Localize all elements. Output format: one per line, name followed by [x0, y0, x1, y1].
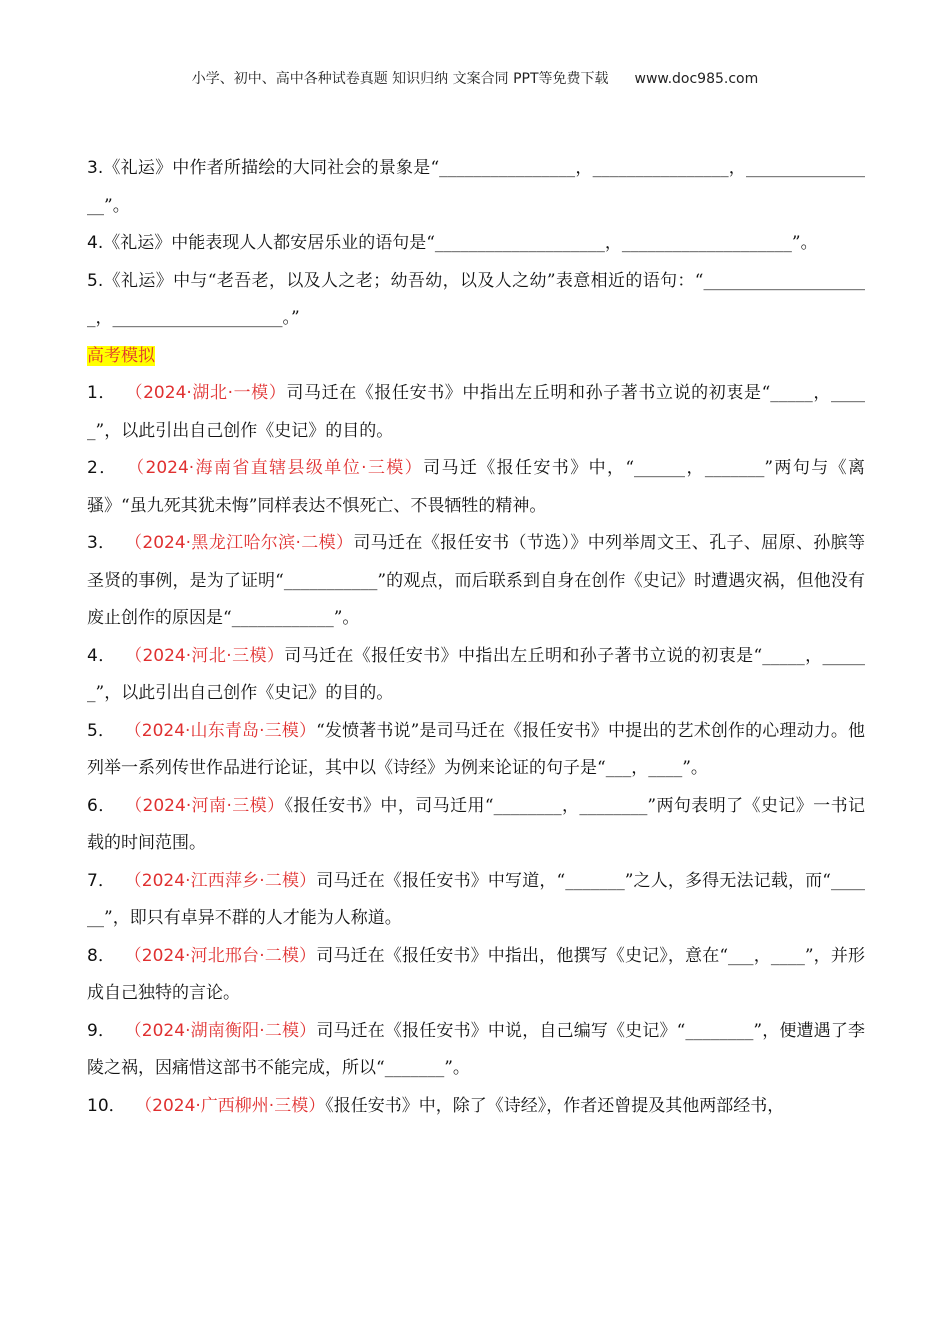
question-source: （2024·江西萍乡·二模） [133, 870, 317, 891]
question-text: 司马迁在《报任安书》中指出，他撰写《史记》，意在“___，____”，并形成自己独特的言论。 [87, 945, 865, 1003]
question-text: “发愤著书说”是司马迁在《报任安书》中提出的艺术创作的心理动力。他列举一系列传世作品进行论证，其中以《诗经》为例来论证的句子是“___，____”。 [87, 720, 865, 778]
question-source: （2024·湖北·一模） [134, 383, 287, 403]
intro-item: 5.《礼运》中与“老吾老，以及人之老；幼吾幼，以及人之幼”表意相近的语句：“____________________，____________________。” [87, 270, 865, 328]
question-item: 10． （2024·广西柳州·三模）《报任安书》中，除了《诗经》，作者还曾提及其他两部经书， [87, 1095, 785, 1116]
question-text: 《报任安书》中，除了《诗经》，作者还曾提及其他两部经书， [325, 1095, 785, 1116]
intro-item-text: 《礼运》中能表现人人都安居乐业的语句是“____________________，____________________”。 [103, 233, 818, 253]
question-text: 司马迁在《报任安书》中指出左丘明和孙子著书立说的初衷是“_____，______”，以此引出自己创作《史记》的目的。 [87, 645, 865, 703]
question-text: 《报任安书》中，司马迁用“________，________”两句表明了《史记》一书记载的时间范围。 [87, 795, 865, 853]
question-text: 司马迁在《报任安书》中说，自己编写《史记》“________”，便遭遇了李陵之祸，因痛惜这部书不能完成，所以“_______”。 [87, 1020, 865, 1078]
question-text: 司马迁在《报任安书（节选）》中列举周文王、孔子、屈原、孙膑等圣贤的事例，是为了证明“___________”的观点，而后联系到自身在创作《史记》时遭遇灾祸，但他没有废止创作的原因是“____________”。 [87, 533, 866, 628]
question-text: 司马迁在《报任安书》中指出左丘明和孙子著书立说的初衷是“_____，_____”，以此引出自己创作《史记》的目的。 [87, 383, 865, 441]
intro-item: 4.《礼运》中能表现人人都安居乐业的语句是“____________________，____________________”。 [87, 233, 818, 253]
question-source: （2024·湖南衡阳·二模） [133, 1020, 317, 1041]
question-source: （2024·广西柳州·三模） [143, 1095, 326, 1116]
question-source: （2024·黑龙江哈尔滨·二模） [133, 533, 354, 553]
question-source: （2024·河北·三模） [133, 645, 285, 666]
question-text: 司马迁《报任安书》中，“______，_______”两句与《离骚》“虽九死其犹未悔”同样表达不惧死亡、不畏牺牲的精神。 [87, 458, 865, 516]
question-item: 5． （2024·山东青岛·三模）“发愤著书说”是司马迁在《报任安书》中提出的艺术创作的心理动力。他列举一系列传世作品进行论证，其中以《诗经》为例来论证的句子是“___，____”。 [87, 720, 865, 778]
question-item: 4． （2024·河北·三模）司马迁在《报任安书》中指出左丘明和孙子著书立说的初衷是“_____，______”，以此引出自己创作《史记》的目的。 [87, 645, 865, 703]
intro-item: 3.《礼运》中作者所描绘的大同社会的景象是“________________，________________，________________”。 [87, 158, 865, 216]
question-item: 9． （2024·湖南衡阳·二模）司马迁在《报任安书》中说，自己编写《史记》“________”，便遭遇了李陵之祸，因痛惜这部书不能完成，所以“_______”。 [87, 1020, 865, 1078]
question-text: 司马迁在《报任安书》中写道，“_______”之人，多得无法记载，而“______”，即只有卓异不群的人才能为人称道。 [87, 870, 865, 928]
question-item: 6． （2024·河南·三模）《报任安书》中，司马迁用“________，________”两句表明了《史记》一书记载的时间范围。 [87, 795, 865, 853]
question-item: 3． （2024·黑龙江哈尔滨·二模）司马迁在《报任安书（节选）》中列举周文王、孔子、屈原、孙膑等圣贤的事例，是为了证明“___________”的观点，而后联系到自身在创作《史记》时遭遇灾祸，但他没有废止创作的原因是“____________”。 [87, 533, 866, 628]
header-site-link[interactable]: www.doc985.com [634, 71, 759, 87]
intro-item-text: 《礼运》中作者所描绘的大同社会的景象是“________________，________________，________________”。 [87, 158, 865, 216]
section-title: 高考模拟 [87, 345, 155, 366]
question-source: （2024·河北邢台·二模） [133, 945, 317, 966]
header-text: 小学、初中、高中各种试卷真题 知识归纳 文案合同 PPT等免费下载 [191, 71, 609, 87]
page-header [0, 68, 950, 88]
question-item: 1． （2024·湖北·一模）司马迁在《报任安书》中指出左丘明和孙子著书立说的初衷是“_____，_____”，以此引出自己创作《史记》的目的。 [87, 383, 865, 441]
intro-item-text: 《礼运》中与“老吾老，以及人之老；幼吾幼，以及人之幼”表意相近的语句：“____________________，____________________。” [87, 270, 865, 328]
question-item: 7． （2024·江西萍乡·二模）司马迁在《报任安书》中写道，“_______”之人，多得无法记载，而“______”，即只有卓异不群的人才能为人称道。 [87, 870, 865, 928]
question-item: 2． （2024·海南省直辖县级单位·三模）司马迁《报任安书》中，“______，_______”两句与《离骚》“虽九死其犹未悔”同样表达不惧死亡、不畏牺牲的精神。 [87, 458, 865, 516]
question-source: （2024·海南省直辖县级单位·三模） [135, 458, 424, 478]
question-source: （2024·河南·三模） [133, 795, 285, 816]
question-item: 8． （2024·河北邢台·二模）司马迁在《报任安书》中指出，他撰写《史记》，意在“___，____”，并形成自己独特的言论。 [87, 945, 865, 1003]
document-body [87, 150, 865, 1125]
question-source: （2024·山东青岛·三模） [133, 720, 317, 741]
